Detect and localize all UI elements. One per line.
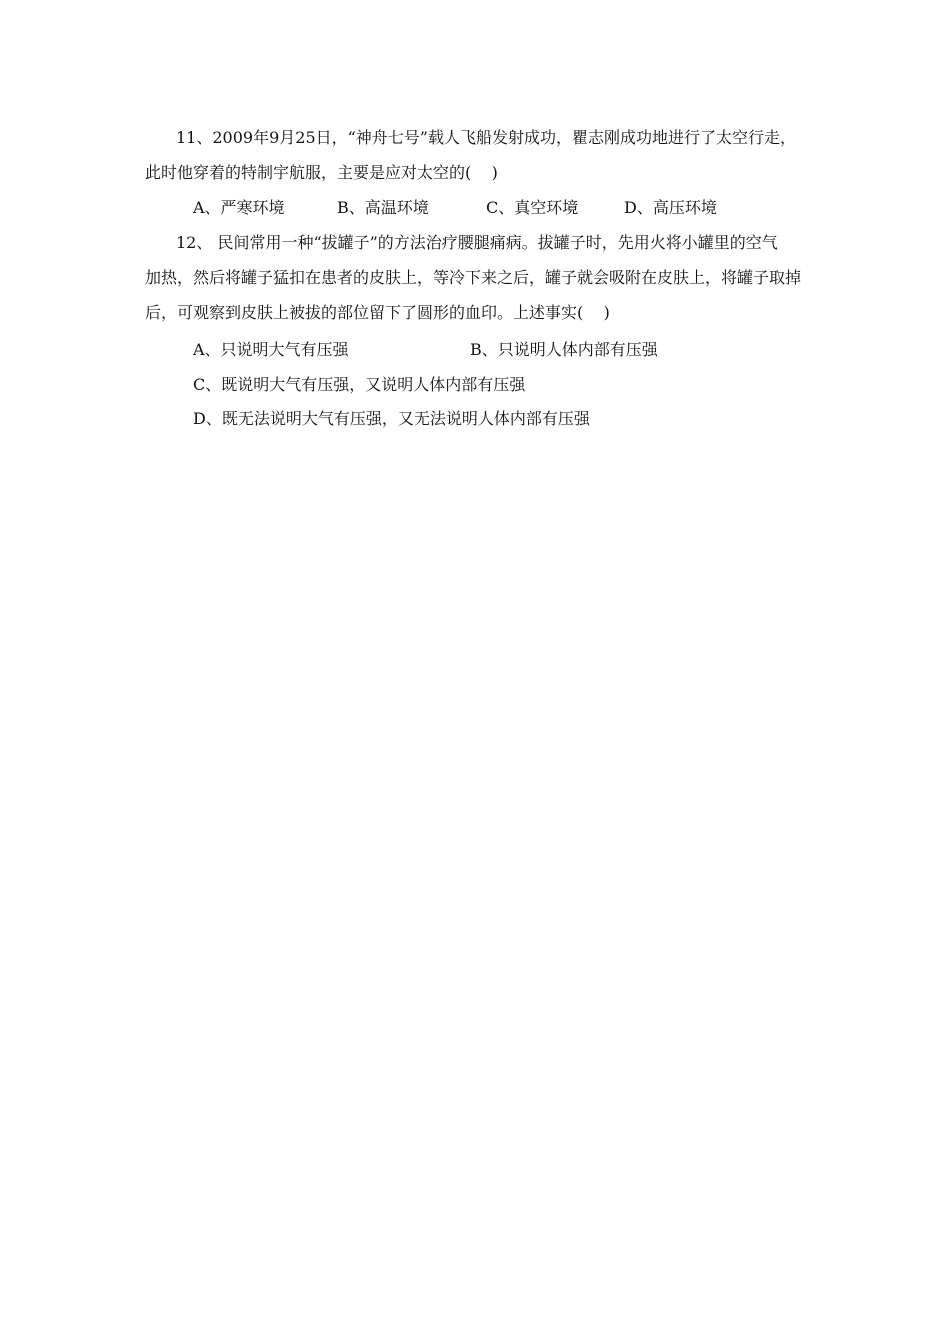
question-12-option-b: B、只说明人体内部有压强 [470, 340, 658, 359]
question-11-option-c: C、真空环境 [486, 198, 579, 217]
question-12-stem-line-1: 12、 民间常用一种“拔罐子”的方法治疗腰腿痛病。拔罐子时，先用火将小罐里的空气 [176, 233, 778, 252]
question-11-option-b: B、高温环境 [337, 198, 429, 217]
question-12-option-d: D、既无法说明大气有压强，又无法说明人体内部有压强 [193, 409, 590, 428]
question-12-option-c: C、既说明大气有压强，又说明人体内部有压强 [193, 375, 526, 394]
question-11-stem-line-2: 此时他穿着的特制宇航服，主要是应对太空的( ) [145, 163, 498, 182]
question-12-stem-line-3: 后，可观察到皮肤上被拔的部位留下了圆形的血印。上述事实( ) [145, 303, 610, 322]
question-12-option-a: A、只说明大气有压强 [193, 340, 349, 359]
question-11-stem-line-1: 11、2009年9月25日，“神舟七号”载人飞船发射成功，瞿志刚成功地进行了太空行走， [176, 128, 796, 147]
question-11-option-a: A、严寒环境 [193, 198, 285, 217]
question-11-option-d: D、高压环境 [624, 198, 717, 217]
question-12-stem-line-2: 加热，然后将罐子猛扣在患者的皮肤上，等冷下来之后，罐子就会吸附在皮肤上，将罐子取掉 [145, 268, 802, 287]
